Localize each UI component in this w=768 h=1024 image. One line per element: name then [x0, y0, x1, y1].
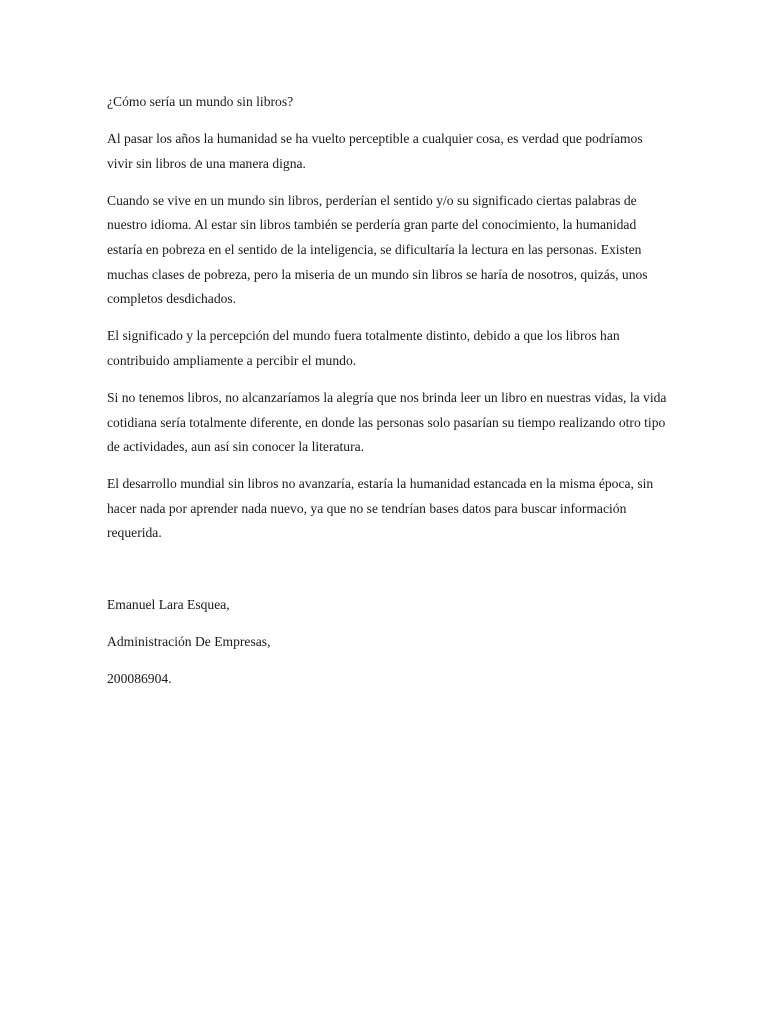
paragraph: Al pasar los años la humanidad se ha vuelto perceptible a cualquier cosa, es verdad que podríamos vivir sin libros de una manera digna.: [107, 131, 643, 171]
paragraph: Cuando se vive en un mundo sin libros, perderían el sentido y/o su significado ciertas palabras de nuestro idioma. Al estar sin libros también se perdería gran parte del conocimiento, la humanidad estaría en pobreza en el sentido de la inteligencia, se dificultaría la lectura en las personas. Existen muchas clases de pobreza, pero la miseria de un mundo sin libros se haría de nosotros, quizás, unos completos desdichados.: [107, 192, 648, 307]
document-title: ¿Cómo sería un mundo sin libros?: [107, 94, 294, 109]
signature-spacer: [107, 559, 667, 593]
paragraph: El desarrollo mundial sin libros no avanzaría, estaría la humanidad estancada en la misma época, sin hacer nada por aprender nada nuevo, ya que no se tendrían bases datos para buscar información requerida.: [107, 476, 654, 541]
document-body: [107, 90, 667, 704]
signature-name: Emanuel Lara Esquea,: [107, 596, 230, 612]
paragraph: Si no tenemos libros, no alcanzaríamos la alegría que nos brinda leer un libro en nuestras vidas, la vida cotidiana sería totalmente diferente, en donde las personas solo pasarían su tiempo realizando otro tipo de actividades, aun así sin conocer la literatura.: [107, 389, 667, 455]
signature-id: 200086904.: [107, 670, 172, 686]
paragraph: El significado y la percepción del mundo fuera totalmente distinto, debido a que los libros han contribuido ampliamente a percibir el mundo.: [107, 328, 620, 368]
signature-program: Administración De Empresas,: [107, 633, 271, 649]
